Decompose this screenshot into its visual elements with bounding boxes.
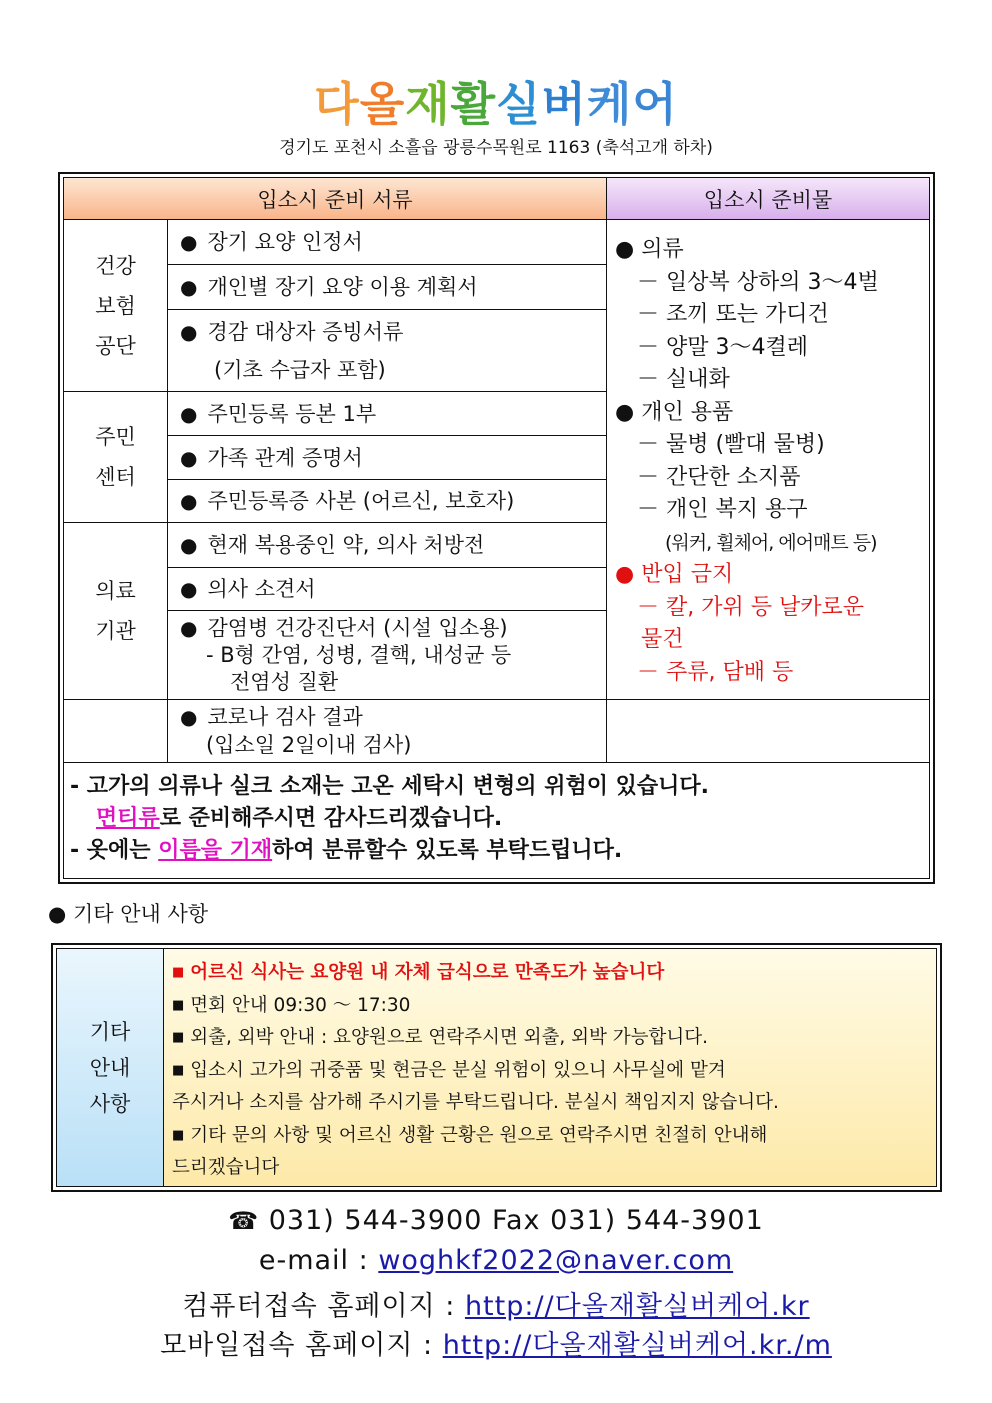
supply-item: (워커, 휠체어, 에어매트 등) <box>665 531 877 554</box>
doc-text: (입소일 2일이내 검사) <box>206 733 412 757</box>
supply-item: － 조끼 또는 가디건 <box>637 302 829 327</box>
category-line: 보험 <box>95 293 136 318</box>
doc-row <box>168 265 607 310</box>
bullet: ● <box>180 705 198 729</box>
note-line: - 고가의 의류나 실크 소재는 고온 세탁시 변형의 위험이 있습니다. <box>70 774 709 799</box>
title-char: 재 <box>405 77 451 131</box>
title-char: 버 <box>541 77 587 131</box>
title-char: 활 <box>450 77 496 131</box>
info-label-line: 기타 <box>89 1019 131 1044</box>
page-title <box>0 68 992 134</box>
header-documents: 입소시 준비 서류 <box>64 178 607 220</box>
title-char: 케 <box>586 77 633 131</box>
supply-item: 물건 <box>641 627 684 652</box>
doc-text: (기초 수급자 포함) <box>214 357 386 382</box>
pc-homepage-line <box>0 1284 992 1323</box>
category-line: 기관 <box>95 619 136 643</box>
email-label: e-mail : <box>258 1245 379 1276</box>
supplies-list <box>607 220 929 700</box>
square-bullet: ■ <box>172 997 185 1013</box>
info-item: 주시거나 소지를 삼가해 주시기를 부탁드립니다. 분실시 책임지지 않습니다. <box>172 1092 779 1113</box>
bullet: ● <box>180 230 198 254</box>
doc-row <box>168 568 607 611</box>
info-label-line: 사항 <box>89 1091 131 1116</box>
title-char: 실 <box>496 77 542 131</box>
pc-homepage-link[interactable]: http://다올재활실버케어.kr <box>464 1291 810 1322</box>
phone-line <box>0 1205 992 1236</box>
supply-item: － 양말 3～4켤레 <box>637 334 808 360</box>
doc-row <box>168 480 607 523</box>
info-item: 면회 안내 09:30 ～ 17:30 <box>190 994 411 1016</box>
doc-text: 현재 복용중인 약, 의사 처방전 <box>207 533 485 557</box>
info-box <box>51 943 942 1192</box>
supply-heading: 반입 금지 <box>641 562 734 587</box>
doc-text: 의사 소견서 <box>207 577 316 601</box>
doc-text: 주민등록 등본 1부 <box>207 401 377 426</box>
doc-text: 감염병 건강진단서 (시설 입소용) <box>207 615 508 640</box>
email-link[interactable]: woghkf2022@naver.com <box>378 1245 734 1276</box>
category-health-insurance <box>64 220 168 392</box>
category-line: 센터 <box>95 465 136 489</box>
note-line: - 옷에는 <box>70 838 159 863</box>
supply-heading: 의류 <box>641 237 684 262</box>
other-info-heading: ● 기타 안내 사항 <box>48 902 209 926</box>
doc-row <box>168 436 607 480</box>
square-bullet: ■ <box>172 965 185 980</box>
info-item: 드리겠습니다 <box>172 1157 280 1178</box>
bullet: ● <box>180 577 198 601</box>
bullet: ● <box>180 615 198 640</box>
note-highlight: 면티류 <box>96 806 160 831</box>
square-bullet: ■ <box>172 1062 185 1078</box>
info-item: 어르신 식사는 요양원 내 자체 급식으로 만족도가 높습니다 <box>190 962 665 983</box>
doc-text: 개인별 장기 요양 이용 계획서 <box>207 275 478 299</box>
phone-fax: 031) 544-3900 Fax 031) 544-3901 <box>268 1205 764 1236</box>
supply-item: － 일상복 상하의 3～4벌 <box>637 269 879 295</box>
notes <box>64 763 929 878</box>
bullet: ● <box>615 562 635 587</box>
title-char: 어 <box>632 77 678 131</box>
bullet: ● <box>180 319 198 344</box>
email-line <box>0 1245 992 1276</box>
info-item: 외출, 외박 안내 : 요양원으로 연락주시면 외출, 외박 가능합니다. <box>190 1027 708 1048</box>
square-bullet: ■ <box>172 1127 185 1143</box>
supply-item: － 칼, 가위 등 날카로운 <box>637 594 864 620</box>
header-supplies: 입소시 준비물 <box>607 178 929 220</box>
supply-item: － 간단한 소지품 <box>637 464 801 490</box>
category-medical-institution <box>64 523 168 700</box>
doc-text: 경감 대상자 증빙서류 <box>207 319 404 344</box>
category-line: 건강 <box>95 253 136 278</box>
pc-homepage-label: 컴퓨터접속 홈페이지 : <box>182 1291 465 1322</box>
info-label <box>57 949 164 1186</box>
supply-item: － 실내화 <box>637 367 730 392</box>
doc-row <box>168 310 607 392</box>
doc-row <box>168 700 607 763</box>
doc-text: 장기 요양 인정서 <box>207 230 363 254</box>
mobile-homepage-link[interactable]: http://다올재활실버케어.kr./m <box>442 1330 832 1361</box>
category-community-center <box>64 392 168 523</box>
note-highlight: 이름을 기재 <box>158 838 273 863</box>
note-line: 로 준비해주시면 감사드리겠습니다. <box>159 806 503 831</box>
address: 경기도 포천시 소흘읍 광릉수목원로 1163 (축석고개 하차) <box>279 138 713 158</box>
bullet: ● <box>615 399 635 425</box>
doc-text: 전염성 질환 <box>230 669 339 694</box>
phone-icon: ☎ <box>228 1207 260 1235</box>
mobile-homepage-label: 모바일접속 홈페이지 : <box>160 1330 443 1361</box>
category-line: 공단 <box>95 333 136 358</box>
doc-text: 주민등록증 사본 (어르신, 보호자) <box>207 489 515 513</box>
bullet: ● <box>180 275 198 299</box>
bullet: ● <box>615 237 635 262</box>
doc-row <box>168 392 607 436</box>
category-line: 의료 <box>95 579 136 603</box>
info-label-line: 안내 <box>89 1055 131 1080</box>
bullet: ● <box>180 533 198 557</box>
title-char: 다 <box>314 77 360 131</box>
doc-text: 코로나 검사 결과 <box>207 705 363 729</box>
preparation-table <box>58 172 935 884</box>
square-bullet: ■ <box>172 1030 185 1045</box>
supply-heading: 개인 용품 <box>641 399 734 425</box>
doc-row <box>168 611 607 700</box>
supply-item: － 주류, 담배 등 <box>637 659 794 685</box>
mobile-homepage-line <box>0 1323 992 1362</box>
empty-cell <box>607 700 929 763</box>
category-line: 주민 <box>95 425 136 449</box>
bullet: ● <box>180 401 198 426</box>
info-item: 기타 문의 사항 및 어르신 생활 근황은 원으로 연락주시면 친절히 안내해 <box>190 1124 768 1146</box>
supply-item: － 물병 (빨대 물병) <box>637 432 825 457</box>
doc-text: 가족 관계 증명서 <box>207 445 363 470</box>
title-char: 올 <box>359 77 406 131</box>
supply-item: － 개인 복지 용구 <box>637 497 808 522</box>
bullet: ● <box>180 489 198 513</box>
doc-row <box>168 523 607 568</box>
info-item: 입소시 고가의 귀중품 및 현금은 분실 위험이 있으니 사무실에 맡겨 <box>190 1059 726 1081</box>
category-empty <box>64 700 168 763</box>
doc-row <box>168 220 607 265</box>
info-text <box>164 949 936 1186</box>
bullet: ● <box>180 445 198 470</box>
doc-text: - B형 간염, 성병, 결핵, 내성균 등 <box>206 642 512 667</box>
note-line: 하여 분류할수 있도록 부탁드립니다. <box>272 838 623 863</box>
